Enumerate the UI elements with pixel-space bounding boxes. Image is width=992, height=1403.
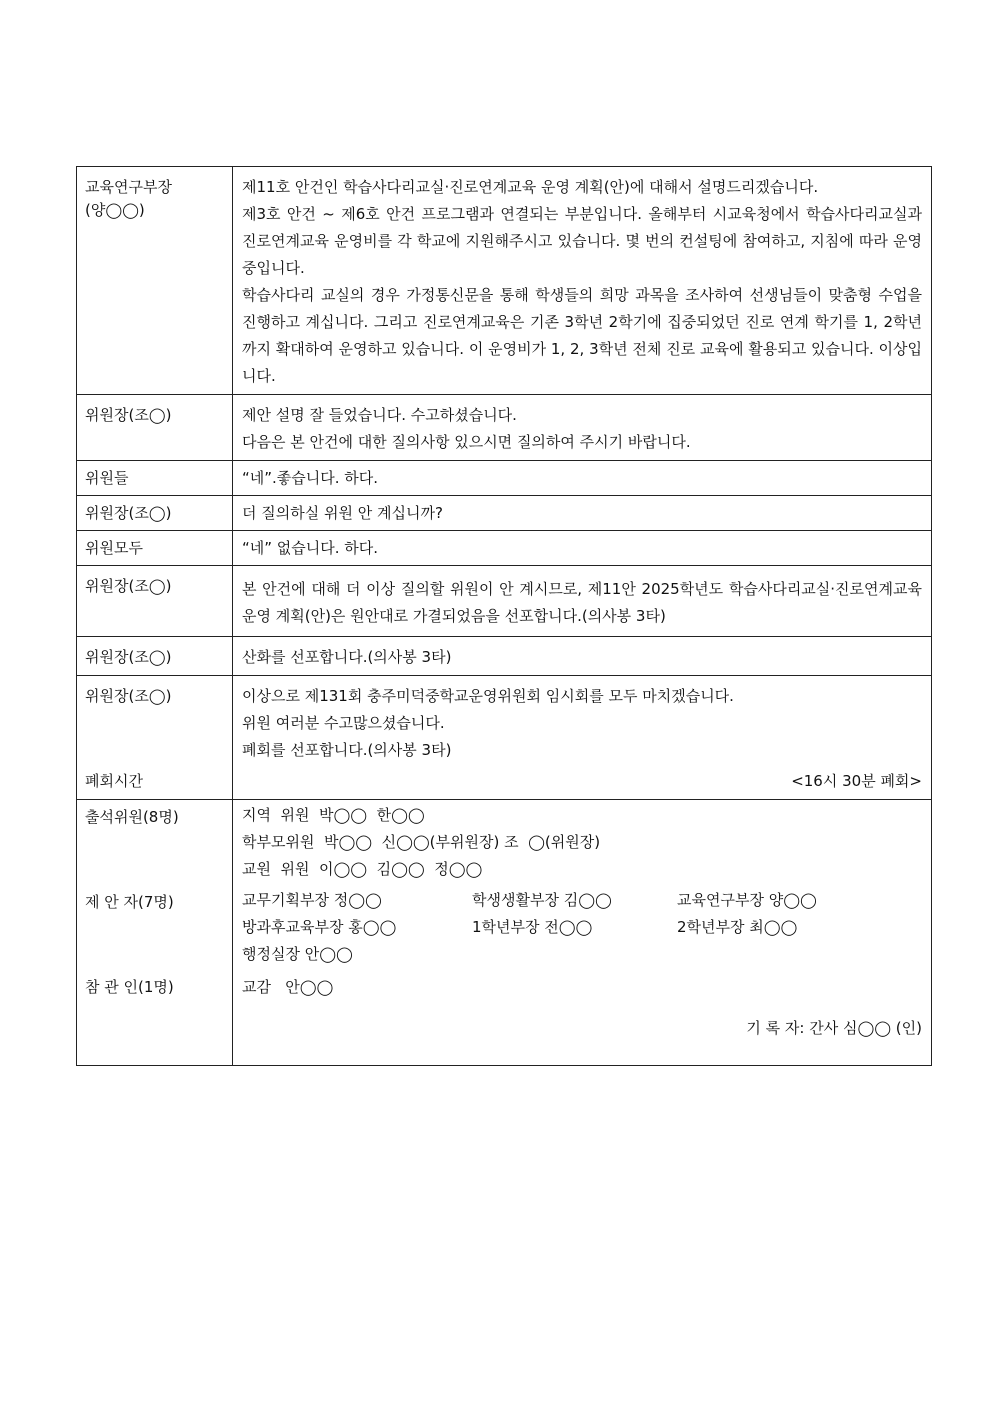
minutes-row: [77, 461, 932, 496]
speaker-name: 위원장(조◯): [85, 648, 172, 666]
proposer-name: 행정실장 안◯◯: [242, 945, 353, 963]
statement-line: 위원 여러분 수고많으셨습니다.: [242, 714, 445, 732]
speaker-name: 위원모두: [85, 539, 143, 557]
speaker-name: 위원들: [85, 469, 129, 487]
speaker-name: 위원장(조◯): [85, 577, 172, 595]
minutes-row-closing: [77, 676, 932, 800]
closing-time-label: 폐회시간: [85, 772, 143, 790]
speaker-cell: [77, 461, 233, 496]
speaker-name: 위원장(조◯): [85, 406, 172, 424]
attendance-labels-cell: [77, 800, 233, 1066]
statement-line: 폐회를 선포합니다.(의사봉 3타): [242, 741, 452, 759]
speaker-cell: [77, 676, 233, 800]
proposer-name: 방과후교육부장 홍◯◯: [242, 918, 397, 936]
statement-line: 이상으로 제131회 충주미덕중학교운영위원회 임시회를 모두 마치겠습니다.: [242, 687, 734, 705]
statement-cell: [233, 566, 932, 637]
minutes-row: [77, 531, 932, 566]
minutes-table: [76, 166, 932, 1066]
speaker-cell: [77, 167, 233, 395]
minutes-row: [77, 167, 932, 395]
member-line: 지역 위원 박◯◯ 한◯◯: [242, 806, 425, 824]
recorder-line: 기 록 자: 간사 심◯◯ (인): [746, 1019, 922, 1037]
statement-paragraph: 학습사다리 교실의 경우 가정통신문을 통해 학생들의 희망 과목을 조사하여 선생님들이 맞춤형 수업을 진행하고 계십니다. 그리고 진로연계교육은 기존 3학년 2학기에 집중되었던 진로 연계 학기를 1, 2학년까지 확대하여 운영하고 있습니다. 이 운영비가 1, 2, 3학년 전체 진로 교육에 활용되고 있습니다. 이상입니다.: [242, 286, 922, 385]
proposer-name: 2학년부장 최◯◯: [677, 918, 798, 936]
closing-time: <16시 30분 폐회>: [791, 772, 922, 790]
statement-cell: [233, 531, 932, 566]
statement-paragraph: 더 질의하실 위원 안 계십니까?: [242, 504, 443, 522]
statement-paragraph: 다음은 본 안건에 대한 질의사항 있으시면 질의하여 주시기 바랍니다.: [242, 433, 691, 451]
statement-paragraph: “네” 없습니다. 하다.: [242, 539, 379, 557]
minutes-row: [77, 496, 932, 531]
minutes-row: [77, 637, 932, 676]
speaker-cell: [77, 531, 233, 566]
statement-cell: [233, 167, 932, 395]
observer-line: 교감 안◯◯: [242, 978, 334, 996]
statement-cell: [233, 461, 932, 496]
proposer-name: 학생생활부장 김◯◯: [472, 891, 612, 909]
speaker-cell: [77, 566, 233, 637]
statement-cell: [233, 496, 932, 531]
statement-paragraph: 본 안건에 대해 더 이상 질의할 위원이 안 계시므로, 제11안 2025학년도 학습사다리교실·진로연계교육 운영 계획(안)은 원안대로 가결되었음을 선포합니다.(의사봉 3타): [242, 580, 922, 625]
proposer-name: [677, 941, 922, 968]
speaker-cell: [77, 496, 233, 531]
speaker-name: 교육연구부장: [85, 178, 172, 196]
statement-cell: [233, 637, 932, 676]
attendance-row: [77, 800, 932, 1066]
member-line: 교원 위원 이◯◯ 김◯◯ 정◯◯: [242, 860, 483, 878]
proposer-row: [242, 914, 922, 941]
proposer-name: [472, 941, 677, 968]
proposer-name: 교무기획부장 정◯◯: [242, 891, 382, 909]
statement-paragraph: 제안 설명 잘 들었습니다. 수고하셨습니다.: [242, 406, 517, 424]
proposer-row: [242, 941, 922, 968]
proposer-row: [242, 887, 922, 914]
statement-cell: [233, 676, 932, 800]
speaker-name-sub: (양◯◯): [85, 201, 145, 219]
statement-paragraph: 산화를 선포합니다.(의사봉 3타): [242, 648, 452, 666]
members-label: 출석위원(8명): [85, 808, 179, 826]
proposer-name: 교육연구부장 양◯◯: [677, 891, 817, 909]
statement-cell: [233, 395, 932, 461]
observers-label: 참 관 인(1명): [85, 978, 174, 996]
speaker-cell: [77, 395, 233, 461]
proposer-name: 1학년부장 전◯◯: [472, 918, 593, 936]
statement-paragraph: 제11호 안건인 학습사다리교실·진로연계교육 운영 계획(안)에 대해서 설명드리겠습니다.: [242, 178, 819, 196]
speaker-name: 위원장(조◯): [85, 504, 172, 522]
statement-paragraph: 제3호 안건 ~ 제6호 안건 프로그램과 연결되는 부분입니다. 올해부터 시교육청에서 학습사다리교실과 진로연계교육 운영비를 각 학교에 지원해주시고 있습니다. 몇 번의 컨설팅에 참여하고, 지침에 따라 운영 중입니다.: [242, 205, 922, 277]
minutes-row: [77, 395, 932, 461]
attendance-cell: [233, 800, 932, 1066]
proposers-label: 제 안 자(7명): [85, 893, 174, 911]
minutes-row: [77, 566, 932, 637]
speaker-name: 위원장(조◯): [85, 687, 172, 705]
member-line: 학부모위원 박◯◯ 신◯◯(부위원장) 조 ◯(위원장): [242, 833, 601, 851]
statement-paragraph: “네”.좋습니다. 하다.: [242, 469, 379, 487]
speaker-cell: [77, 637, 233, 676]
